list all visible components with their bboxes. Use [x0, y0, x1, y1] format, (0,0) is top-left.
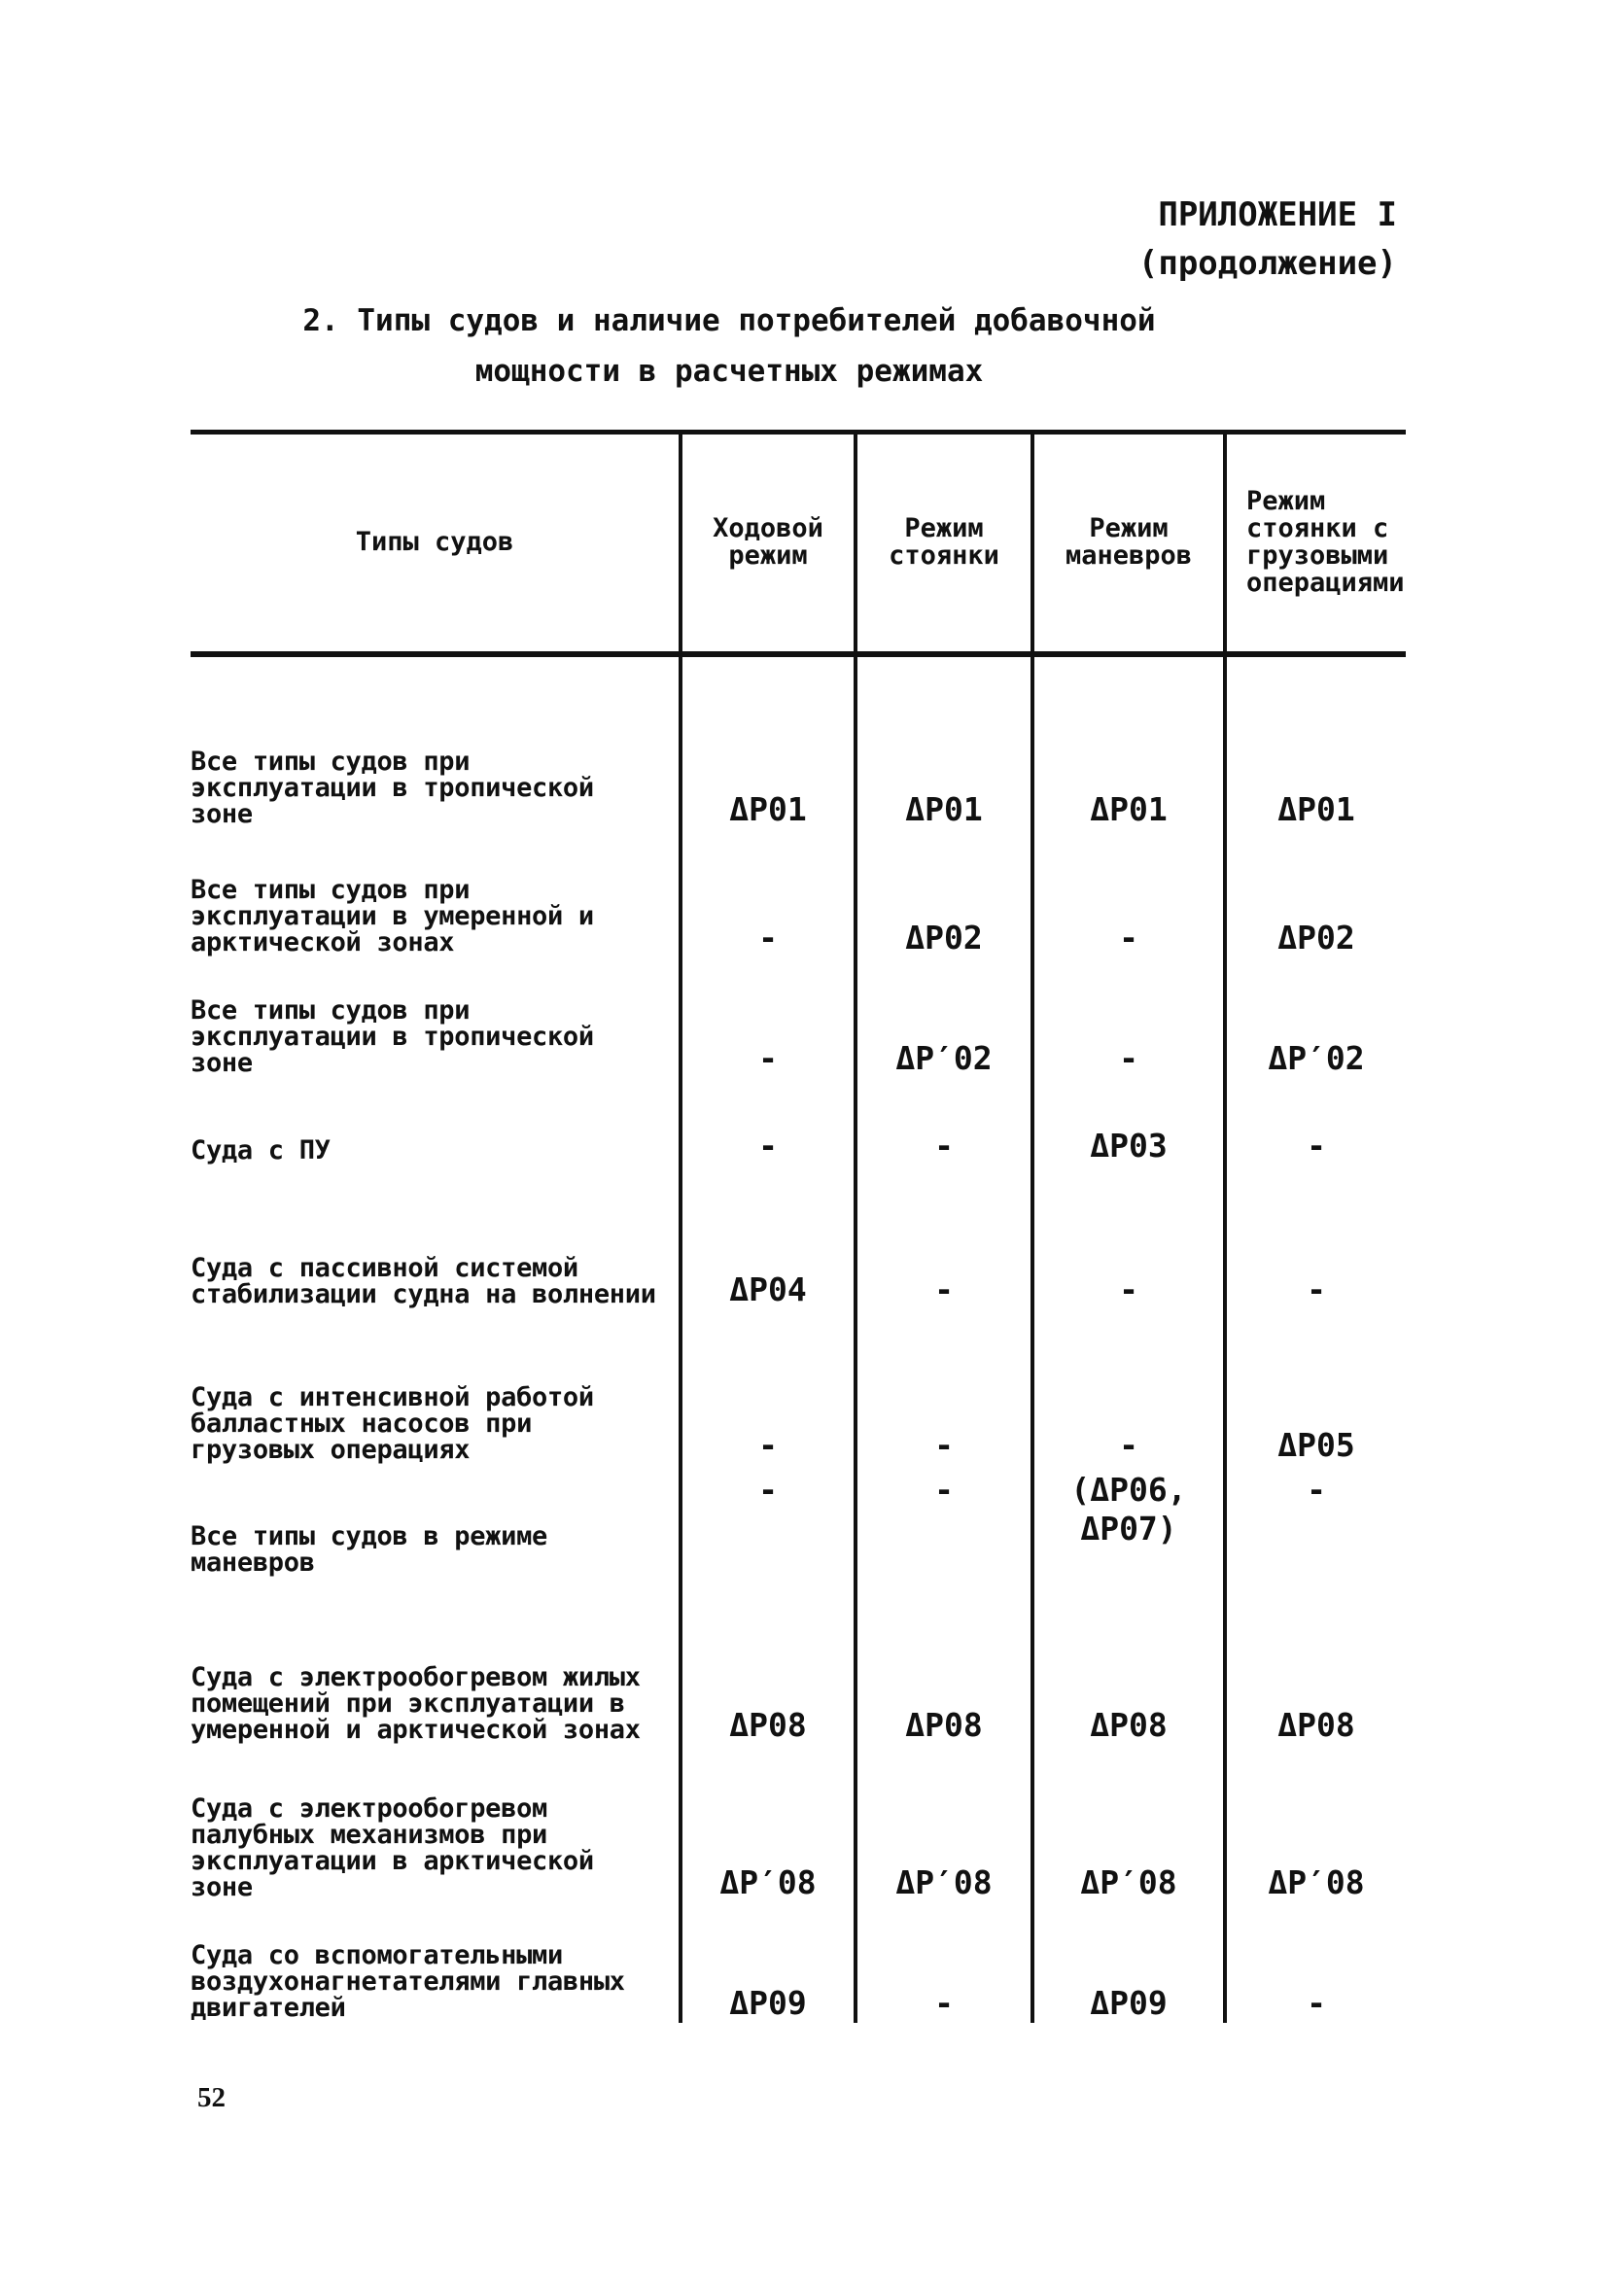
power-value-cell: -: [681, 1465, 856, 1578]
power-value-cell: -: [856, 1165, 1032, 1309]
table-row: [191, 1745, 1406, 1902]
power-value-cell: -: [1032, 1309, 1225, 1465]
ship-type-cell: Суда с ПУ: [191, 1134, 331, 1165]
table-row: [191, 1165, 1406, 1309]
power-value-cell: ΔP04: [681, 1165, 856, 1309]
power-value-cell: ΔP02: [856, 829, 1032, 957]
power-value-cell: ΔP08: [1225, 1578, 1406, 1745]
ship-type-cell: Все типы судов при эксплуатации в тропической зоне: [191, 746, 594, 829]
power-value-cell: -: [856, 1465, 1032, 1578]
ship-type-cell: Все типы судов при эксплуатации в тропической зоне: [191, 994, 594, 1078]
consumers-table: [191, 430, 1406, 2023]
power-value-cell: ΔP′08: [856, 1745, 1032, 1902]
power-value-cell: ΔP08: [681, 1578, 856, 1745]
table-row: [191, 1578, 1406, 1745]
table-row: [191, 957, 1406, 1078]
power-value-cell: -: [681, 829, 856, 957]
table-row: [191, 654, 1406, 829]
ship-type-cell: Все типы судов при эксплуатации в умеренной и арктической зонах: [191, 874, 594, 957]
power-value-cell: -: [1225, 1165, 1406, 1309]
power-value-cell: -: [681, 1309, 856, 1465]
power-value-cell: ΔP′08: [1225, 1745, 1406, 1902]
power-value-cell: ΔP′02: [1225, 957, 1406, 1078]
power-value-cell: ΔP02: [1225, 829, 1406, 957]
appendix-label: ПРИЛОЖЕНИЕ I: [1158, 195, 1397, 234]
power-value-cell: ΔP01: [856, 654, 1032, 829]
ship-type-cell: Суда с пассивной системой стабилизации судна на волнении: [191, 1252, 656, 1309]
power-value-cell: -: [856, 1309, 1032, 1465]
power-value-cell: ΔP′08: [1032, 1745, 1225, 1902]
power-value-cell: -: [681, 957, 856, 1078]
table-title-line-1: 2. Типы судов и наличие потребителей добавочной: [302, 303, 1156, 338]
page-number: 52: [197, 2082, 226, 2113]
table-header-row: [191, 433, 1406, 654]
power-value-cell: -: [681, 1078, 856, 1165]
table-title-line-2: мощности в расчетных режимах: [474, 354, 984, 389]
ship-type-cell: Суда со вспомогательными воздухонагнетателями главных двигателей: [191, 1939, 625, 2023]
table-row: [191, 1309, 1406, 1465]
power-value-cell: -: [1032, 957, 1225, 1078]
power-value-cell: ΔP01: [681, 654, 856, 829]
table-body: [191, 654, 1406, 2023]
appendix-continuation: (продолжение): [1137, 244, 1397, 283]
table-row: [191, 829, 1406, 957]
power-value-cell: ΔP09: [1032, 1902, 1225, 2023]
header-running-mode: Ходовой режим: [681, 433, 856, 654]
power-value-cell: ΔP′08: [681, 1745, 856, 1902]
ship-type-cell: Суда с электрообогревом палубных механизмов при эксплуатации в арктической зоне: [191, 1792, 594, 1902]
header-parking-mode: Режим стоянки: [856, 433, 1032, 654]
table-title: [194, 296, 1264, 397]
header-ship-types: Типы судов: [191, 433, 681, 654]
header-maneuver-mode: Режим маневров: [1032, 433, 1225, 654]
power-value-cell: ΔP03: [1032, 1078, 1225, 1165]
power-value-cell: ΔP01: [1032, 654, 1225, 829]
power-value-cell: -: [1225, 1902, 1406, 2023]
power-value-cell: ΔP01: [1225, 654, 1406, 829]
ship-type-cell: Суда с интенсивной работой балластных насосов при грузовых операциях: [191, 1381, 594, 1465]
power-value-cell: (ΔP06, ΔP07): [1032, 1465, 1225, 1578]
power-value-cell: -: [1032, 829, 1225, 957]
power-value-cell: ΔP′02: [856, 957, 1032, 1078]
power-value-cell: -: [856, 1902, 1032, 2023]
ship-type-cell: Все типы судов в режиме маневров: [191, 1520, 547, 1578]
appendix-header: [1008, 191, 1397, 288]
power-value-cell: ΔP08: [856, 1578, 1032, 1745]
power-value-cell: ΔP05: [1225, 1309, 1406, 1465]
table-row: [191, 1465, 1406, 1578]
header-cargo-parking-mode: Режим стоянки с грузовыми операциями: [1225, 433, 1406, 654]
power-value-cell: -: [1225, 1465, 1406, 1578]
power-value-cell: -: [1032, 1165, 1225, 1309]
table-row: [191, 1902, 1406, 2023]
power-value-cell: -: [856, 1078, 1032, 1165]
power-value-cell: ΔP09: [681, 1902, 856, 2023]
power-value-cell: ΔP08: [1032, 1578, 1225, 1745]
ship-type-cell: Суда с электрообогревом жилых помещений при эксплуатации в умеренной и арктической зонах: [191, 1661, 641, 1745]
power-value-cell: -: [1225, 1078, 1406, 1165]
table-row: [191, 1078, 1406, 1165]
